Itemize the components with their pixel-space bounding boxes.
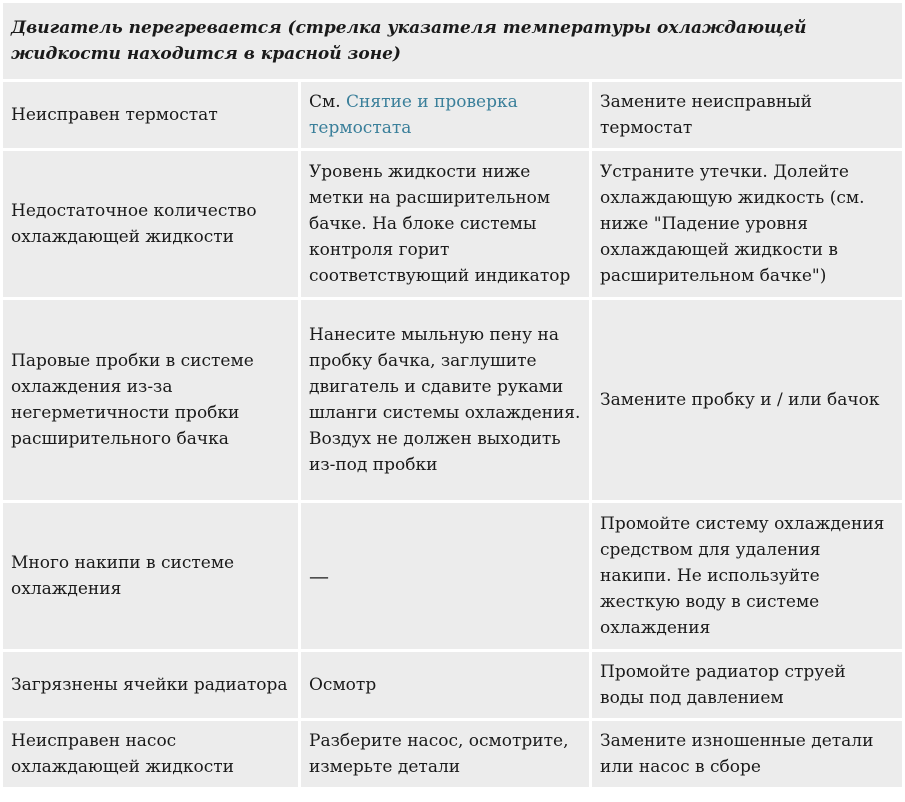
table-header: Двигатель перегревается (стрелка указателя температуры охлаждающей жидкости находится в красной зоне) [3, 3, 902, 79]
table-row [3, 503, 902, 649]
check-prefix: См. [309, 92, 347, 112]
remedy-cell: Промойте радиатор струей воды под давлением [592, 652, 902, 718]
remedy-cell: Промойте систему охлаждения средством для удаления накипи. Не используйте жесткую воду в системе охлаждения [592, 503, 902, 649]
cause-cell: Неисправен термостат [3, 82, 298, 148]
cause-cell: Недостаточное количество охлаждающей жидкости [3, 151, 298, 297]
remedy-cell: Устраните утечки. Долейте охлаждающую жидкость (см. ниже "Падение уровня охлаждающей жидкости в расширительном бачке") [592, 151, 902, 297]
table-row [3, 721, 902, 787]
remedy-cell: Замените неисправный термостат [592, 82, 902, 148]
check-cell: Осмотр [301, 652, 589, 718]
cause-cell: Загрязнены ячейки радиатора [3, 652, 298, 718]
table-row [3, 300, 902, 500]
header-row [3, 3, 902, 79]
cause-cell: Паровые пробки в системе охлаждения из-за негерметичности пробки расширительного бачка [3, 300, 298, 500]
check-cell: Разберите насос, осмотрите, измерьте детали [301, 721, 589, 787]
table-row [3, 82, 902, 148]
check-cell: — [301, 503, 589, 649]
table-row [3, 652, 902, 718]
cause-cell: Много накипи в системе охлаждения [3, 503, 298, 649]
check-cell [301, 82, 589, 148]
check-cell: Нанесите мыльную пену на пробку бачка, заглушите двигатель и сдавите руками шланги системы охлаждения. Воздух не должен выходить из-под пробки [301, 300, 589, 500]
remedy-cell: Замените изношенные детали или насос в сборе [592, 721, 902, 787]
thermostat-check-link[interactable]: Снятие и проверка термостата [309, 92, 518, 138]
remedy-cell: Замените пробку и / или бачок [592, 300, 902, 500]
check-cell: Уровень жидкости ниже метки на расширительном бачке. На блоке системы контроля горит соответствующий индикатор [301, 151, 589, 297]
table-row [3, 151, 902, 297]
cause-cell: Неисправен насос охлаждающей жидкости [3, 721, 298, 787]
